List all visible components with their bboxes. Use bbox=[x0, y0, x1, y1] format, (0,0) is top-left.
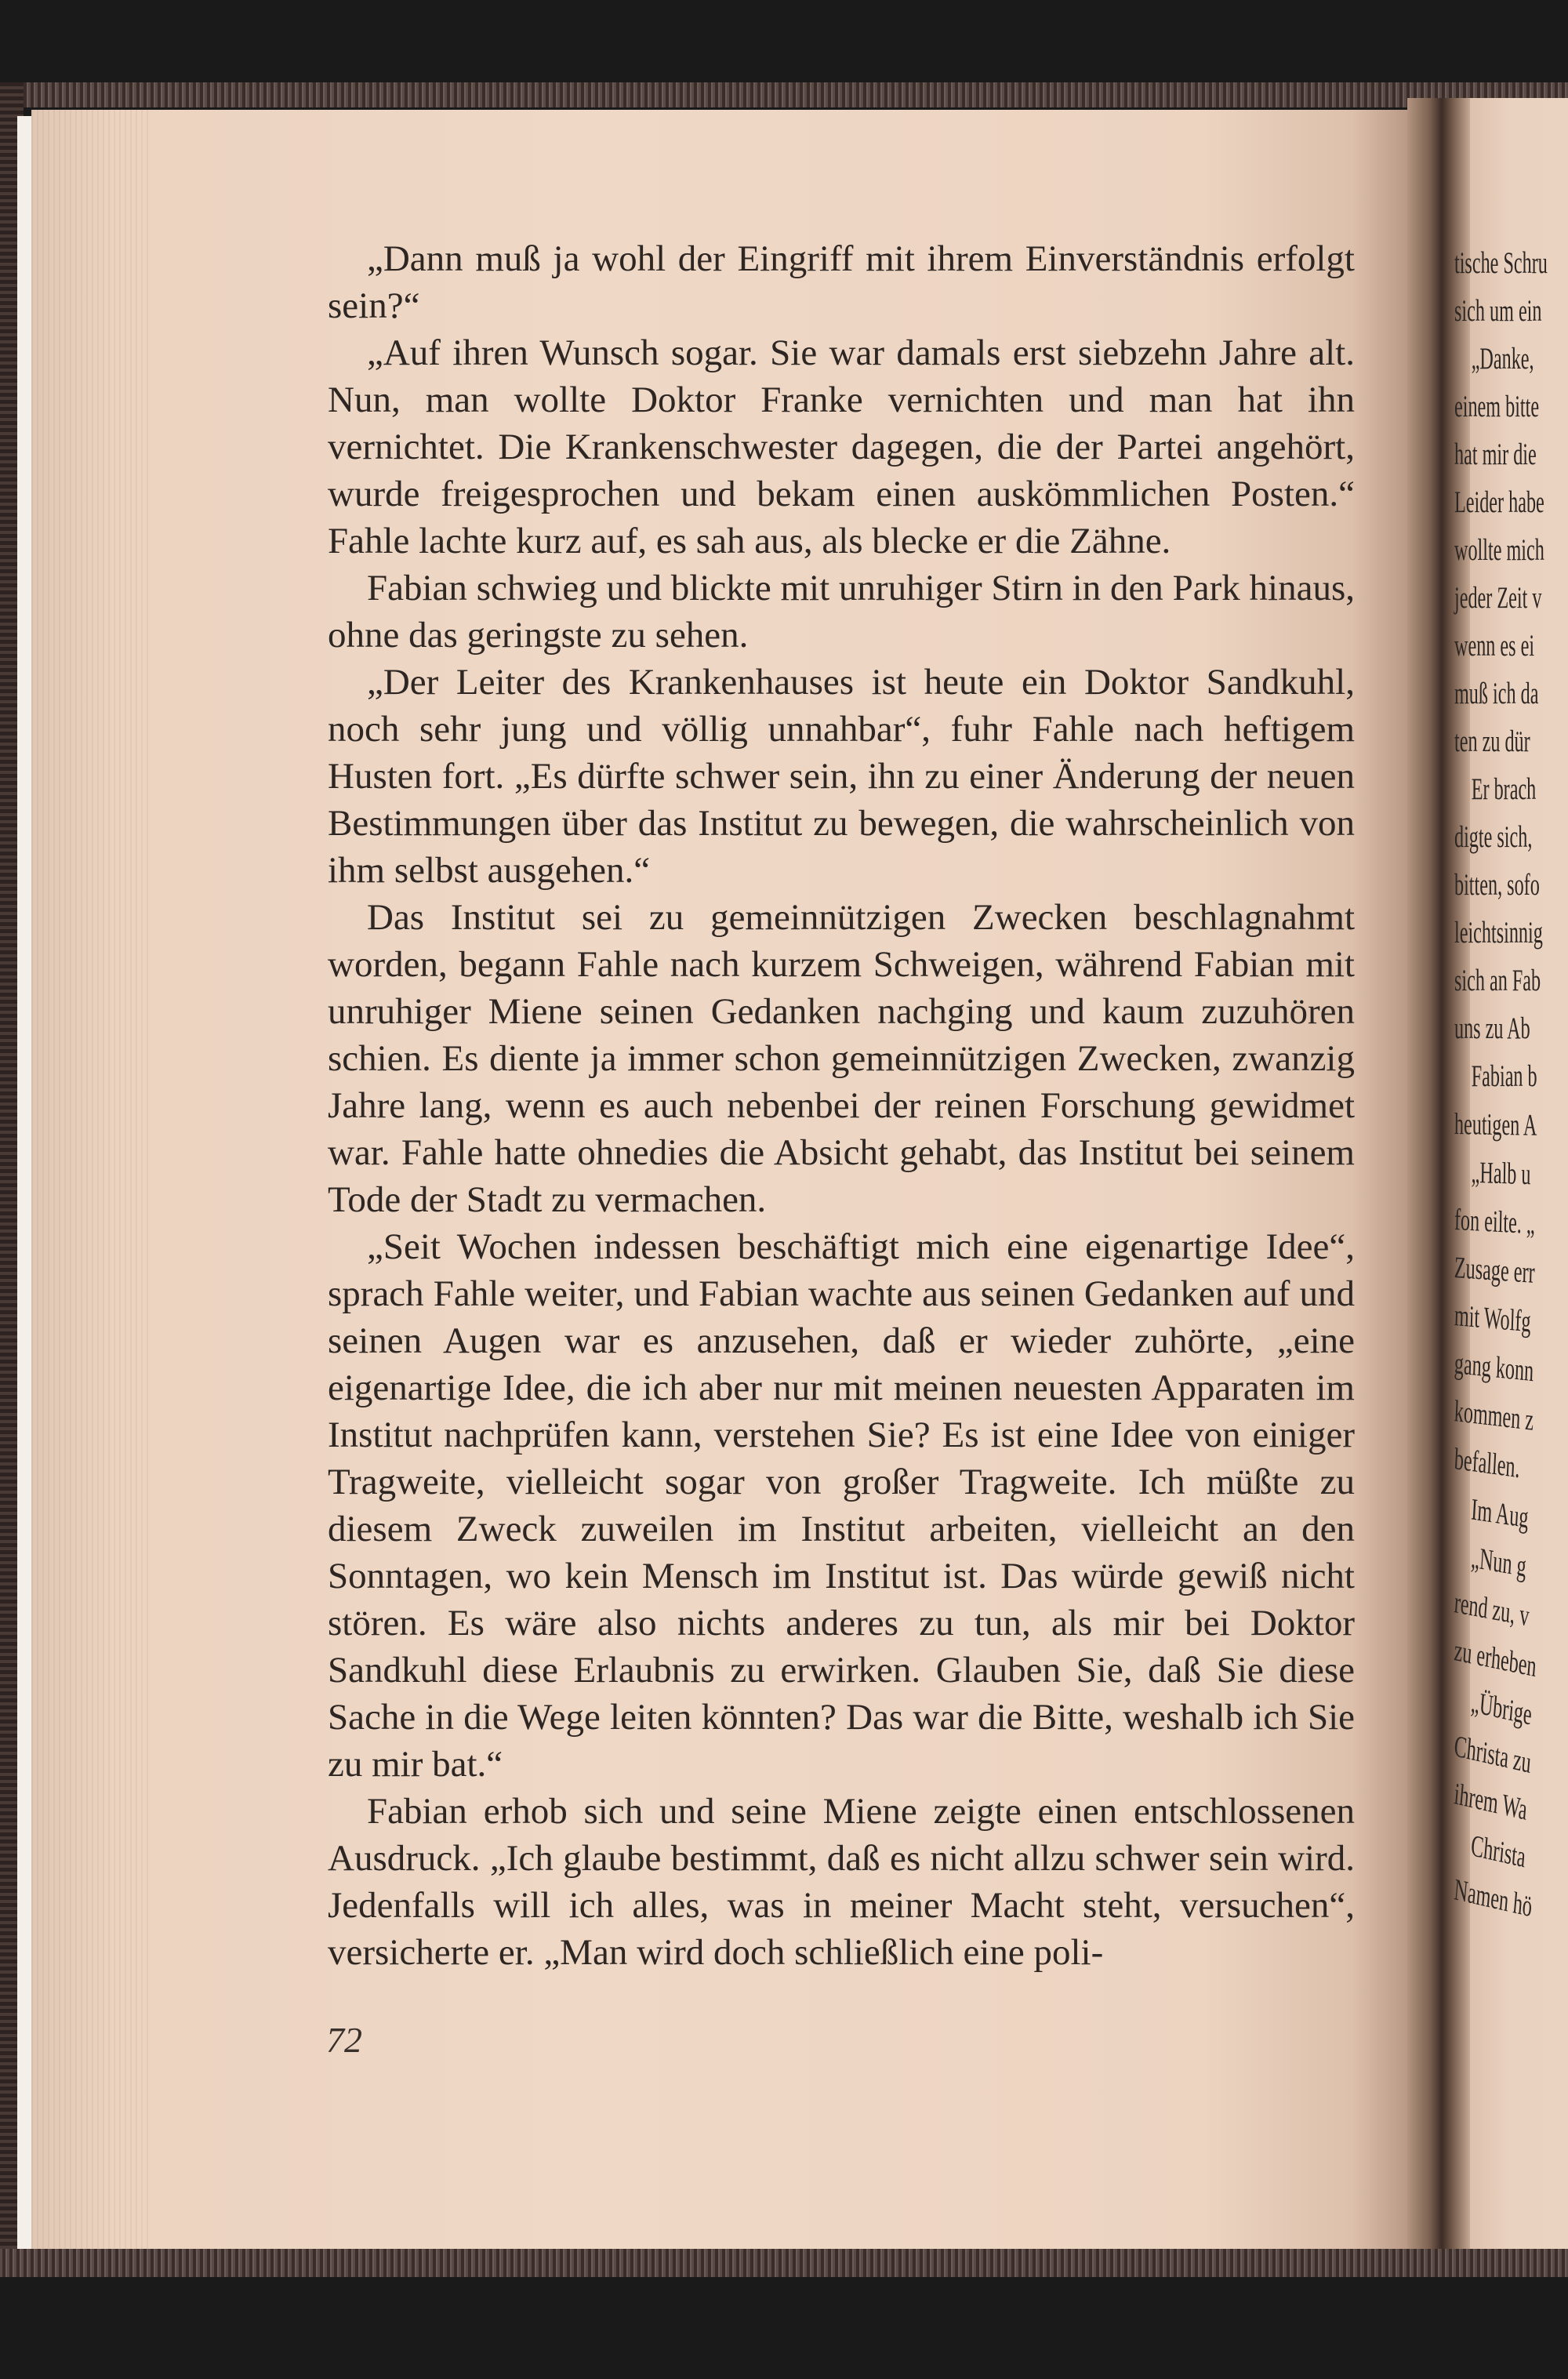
book-binding-top bbox=[0, 82, 1568, 107]
right-page-line: Leider habe bbox=[1454, 485, 1544, 519]
right-page-line: mit Wolfg bbox=[1454, 1298, 1532, 1339]
right-page-line: „Nun g bbox=[1470, 1540, 1528, 1584]
right-page-line: wenn es ei bbox=[1454, 629, 1535, 663]
right-page-line: sich um ein bbox=[1454, 294, 1542, 328]
right-page-line: „Übrige bbox=[1469, 1684, 1534, 1732]
right-page-line: Er brach bbox=[1471, 772, 1537, 806]
right-page-line: rend zu, v bbox=[1453, 1585, 1530, 1633]
right-page-line: einem bitte bbox=[1454, 390, 1540, 423]
right-page-line: „Danke, bbox=[1471, 342, 1534, 376]
right-page-line: Im Aug bbox=[1470, 1492, 1530, 1535]
paragraph: „Der Leiter des Krankenhauses ist heute ein Doktor Sandkuhl, noch sehr jung und völlig unnahbar“, fuhr Fahle nach heftigem Husten fort. „Es dürfte schwer sein, ihn zu einer Änderung der neuen Bestimmungen über das Institut zu bewegen, die wahrscheinlich von ihm selbst ausgehen.“ bbox=[328, 662, 1355, 891]
right-page-line: jeder Zeit v bbox=[1454, 581, 1542, 615]
right-page-line: muß ich da bbox=[1454, 677, 1539, 710]
page-number: 72 bbox=[326, 2020, 362, 2060]
right-page-line: Fabian b bbox=[1471, 1059, 1537, 1093]
right-page-line: „Halb u bbox=[1471, 1155, 1531, 1192]
right-page-line: heutigen A bbox=[1454, 1107, 1537, 1142]
paragraph: „Seit Wochen indessen beschäftigt mich eine eigenartige Idee“, sprach Fahle weiter, und Fabian wachte aus seinen Gedanken auf und seinen Augen war es anzusehen, daß er wieder zuhörte, „eine eigenartige Idee, die ich aber nur mit meinen neuesten Apparaten im Institut nachprüfen kann, verstehen Sie? Es ist eine Idee von einiger Tragweite, vielleicht sogar von großer Tragweite. Ich müßte zu diesem Zweck zuweilen im Institut arbeiten, vielleicht an den Sonntagen, wo kein Mensch im Institut ist. Das würde gewiß nicht stören. Es wäre also nichts anderes zu tun, als mir bei Doktor Sandkuhl diese Erlaubnis zu erwirken. Glauben Sie, daß Sie diese Sache in die Wege leiten könnten? Das war die Bitte, weshalb ich Sie zu mir bat.“ bbox=[328, 1226, 1355, 1785]
book-binding-bottom bbox=[0, 2249, 1568, 2277]
paragraph: Fabian erhob sich und seine Miene zeigte einen entschlossenen Ausdruck. „Ich glaube bestimmt, daß es nicht allzu schwer sein wird. Jedenfalls will ich alles, was in meiner Macht steht, versuchen“, versicherte er. „Man wird doch schließlich eine poli- bbox=[328, 1791, 1355, 1973]
right-page-line: uns zu Ab bbox=[1454, 1012, 1530, 1045]
right-page-line: bitten, sofo bbox=[1454, 868, 1540, 902]
right-page-line: zu erheben bbox=[1453, 1633, 1538, 1684]
right-page-line: fon eilte. „ bbox=[1454, 1203, 1536, 1241]
right-page-line: Zusage err bbox=[1454, 1251, 1536, 1290]
right-page-line: Christa zu bbox=[1453, 1729, 1533, 1780]
paragraph: Das Institut sei zu gemeinnützigen Zwecken beschlagnahmt worden, begann Fahle nach kurzem Schweigen, während Fabian mit unruhiger Miene seinen Gedanken nachging und kaum zuzuhören schien. Es diente ja immer schon gemeinnützigen Zwecken, zwanzig Jahre lang, wenn es auch nebenbei der reinen Forschung gewidmet war. Fahle hatte ohnedies die Absicht gehabt, das Institut bei seinem Tode der Stadt zu vermachen. bbox=[328, 897, 1355, 1220]
right-page-line: ihrem Wa bbox=[1453, 1777, 1529, 1827]
paragraph: „Auf ihren Wunsch sogar. Sie war damals erst siebzehn Jahre alt. Nun, man wollte Doktor Franke vernichten und man hat ihn vernichtet. Die Krankenschwester dagegen, die der Partei angehört, wurde freigesprochen und bekam einen auskömmlichen Posten.“ Fahle lachte kurz auf, es sah aus, als blecke er die Zähne. bbox=[328, 332, 1355, 561]
right-page-line: befallen. bbox=[1453, 1442, 1521, 1485]
right-page-line: Christa bbox=[1469, 1829, 1527, 1875]
right-page-line: gang konn bbox=[1454, 1346, 1535, 1389]
right-page-line: wollte mich bbox=[1454, 533, 1544, 567]
paragraph: Fabian schwieg und blickte mit unruhiger Stirn in den Park hinaus, ohne das geringste zu sehen. bbox=[328, 568, 1355, 656]
right-page-line: ten zu dür bbox=[1454, 725, 1530, 758]
left-page-text bbox=[328, 235, 1355, 1976]
right-page-line: sich an Fab bbox=[1454, 964, 1541, 997]
right-page-line: Namen hö bbox=[1453, 1872, 1534, 1924]
right-page-line: hat mir die bbox=[1454, 438, 1537, 471]
paragraph: „Dann muß ja wohl der Eingriff mit ihrem Einverständnis erfolgt sein?“ bbox=[328, 238, 1355, 326]
right-page-line: tische Schru bbox=[1454, 246, 1548, 280]
page-edge bbox=[17, 116, 31, 2249]
right-page-text bbox=[1453, 239, 1568, 1924]
right-page-line: digte sich, bbox=[1454, 820, 1533, 854]
right-page-line: kommen z bbox=[1454, 1394, 1535, 1437]
page-stack-shadow bbox=[31, 110, 149, 2249]
right-page-line: leichtsinnig bbox=[1454, 916, 1543, 950]
